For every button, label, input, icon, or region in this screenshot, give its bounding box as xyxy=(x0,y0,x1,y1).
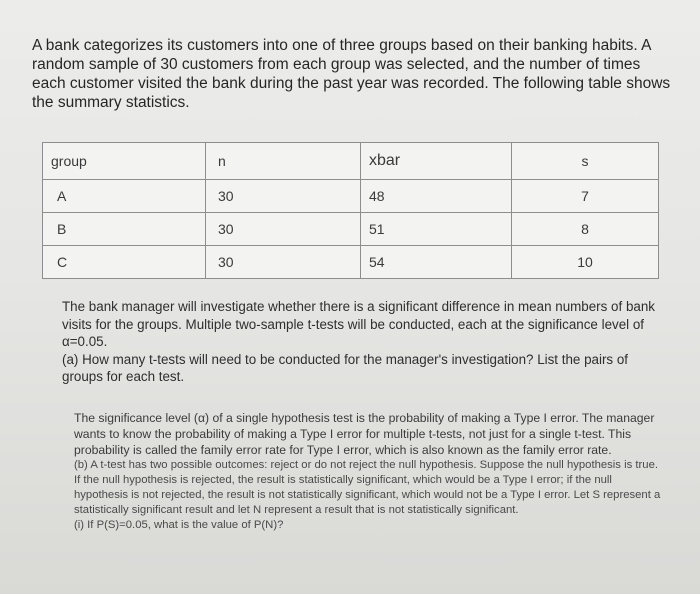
header-xbar: xbar xyxy=(361,143,512,180)
table-row xyxy=(43,180,659,213)
cell-n: 30 xyxy=(206,213,361,246)
cell-s: 8 xyxy=(512,213,659,246)
header-s: s xyxy=(512,143,659,180)
header-n: n xyxy=(206,143,361,180)
cell-n: 30 xyxy=(206,246,361,279)
cell-group: B xyxy=(43,213,206,246)
cell-group: C xyxy=(43,246,206,279)
question-b: (b) A t-test has two possible outcomes: reject or do not reject the null hypothesis. Suppose the null hypothesis is true. If the null hypothesis is rejected, the result is statistically significant, which would be a Type I error; if the null hypothesis is not rejected, the result is not statistically significant, which would not be a Type I error. Let S represent a statistically significant result and let N represent a result that is not statistically significant. xyxy=(74,459,661,516)
table-row xyxy=(43,213,659,246)
family-error-paragraph: The significance level (α) of a single hypothesis test is the probability of making a Type I error. The manager wants to know the probability of making a Type I error for multiple t-tests, not just for a single t-test. This probability is called the family error rate for Type I error, which is also known as the family error rate. xyxy=(74,411,655,457)
cell-xbar: 48 xyxy=(361,180,512,213)
table-row xyxy=(43,246,659,279)
cell-xbar: 54 xyxy=(361,246,512,279)
header-group: group xyxy=(43,143,206,180)
cell-group: A xyxy=(43,180,206,213)
investigation-paragraph: The bank manager will investigate whether there is a significant difference in mean numbers of bank visits for the groups. Multiple two-sample t-tests will be conducted, each at the significance level of α=0.05. xyxy=(62,299,655,349)
table-header-row xyxy=(43,143,659,180)
summary-statistics-table xyxy=(42,142,659,279)
cell-s: 7 xyxy=(512,180,659,213)
question-a: (a) How many t-tests will need to be conducted for the manager's investigation? List the pairs of groups for each test. xyxy=(62,351,628,384)
family-error-section xyxy=(74,410,664,533)
intro-paragraph: A bank categorizes its customers into one of three groups based on their banking habits. A random sample of 30 customers from each group was selected, and the number of times each customer visited the bank during the past year was recorded. The following table shows the summary statistics. xyxy=(32,37,671,111)
cell-xbar: 51 xyxy=(361,213,512,246)
cell-n: 30 xyxy=(206,180,361,213)
cell-s: 10 xyxy=(512,246,659,279)
question-b-i: (i) If P(S)=0.05, what is the value of P(N)? xyxy=(74,519,284,531)
investigation-section xyxy=(62,298,662,386)
